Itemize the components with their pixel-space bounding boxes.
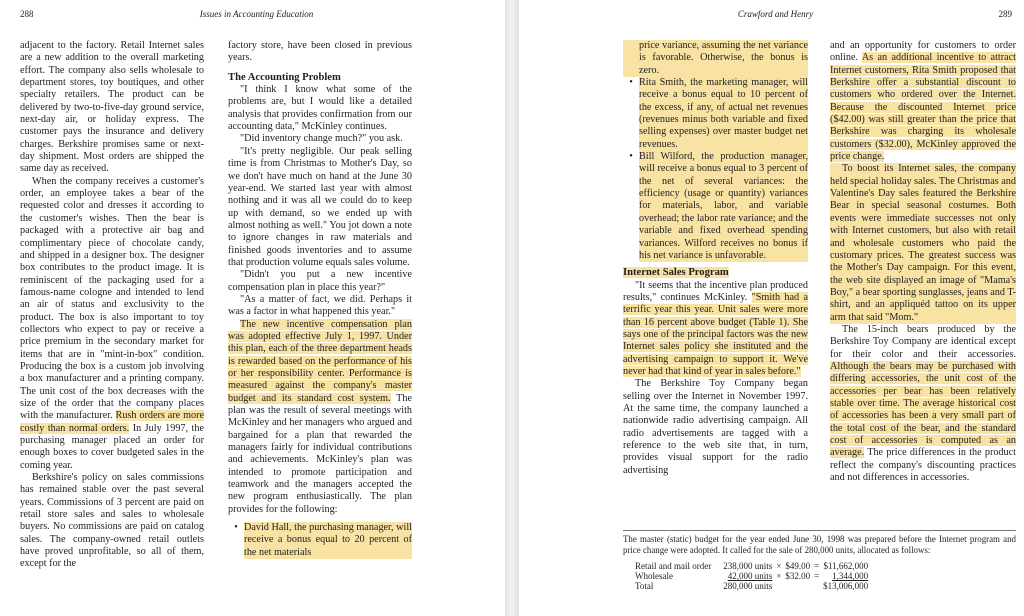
paragraph: adjacent to the factory. Retail Internet sales are a new addition to the overall marketing effort. The company also sells wholesale to department stores, toy boutiques, and other specialty retailers. The product can be delivered by two-to-five-day ground service, next-day air, or holiday express. The customer pays the insurance and delivery charges. Berkshire promises same or next-day shipment. Most orders are shipped the same day as received.: [20, 40, 204, 175]
bullet-dot: •: [629, 151, 633, 163]
bullet-item: [623, 151, 808, 262]
paragraph: "Didn't you put a new incentive compensation plan in place this year?": [228, 269, 412, 293]
paragraph: and an opportunity for customers to order online. As an additional incentive to attract Internet customers, Rita Smith proposed that Berkshire offer a substantial discount to customers who ordered over the Internet. Because the discounted Internet price ($42.00) was still greater than the price that Berkshire was charging its wholesale customers ($32.00), McKinley approved the price change.: [830, 40, 1016, 163]
highlighted-text: Bill Wilford, the production manager, will receive a bonus equal to 3 percent of the net of several variances: the efficiency (usage or quantity) variances for materials, labor, and variable overhead; the labor rate variance; and the variable and fixed overhead spending variances. Wilford receives no bonus if his net variance is unfavorable.: [639, 151, 808, 261]
paragraph: "It seems that the incentive plan produced results," continues McKinley. "Smith had a terrific year this year. Unit sales were more than 16 percent above budget (Table 1). She says one of the principal factors was the new Internet sales policy she instituted and the advertising campaign to support it. We've never had that kind of year in sales before.": [623, 279, 808, 377]
table-cell-units: 42,000 units: [727, 571, 773, 582]
footnote-text: The master (static) budget for the year ended June 30, 1998 was prepared before the Internet program and price change were adopted. It called for the sale of 280,000 units, allocated as follows:: [623, 534, 1016, 555]
paragraph: factory store, have been closed in previous years.: [228, 40, 412, 64]
right-column-1: [623, 40, 808, 477]
table-cell-units: 238,000 units: [723, 561, 773, 572]
table-cell-price: $32.00: [785, 571, 811, 582]
paragraph: "I think I know what some of the problems are, but I would like a detailed analysis that provides confirmation from our accounting data," McKinley continues.: [228, 84, 412, 133]
table-cell-times: ×: [776, 571, 782, 582]
paragraph: "Did inventory change much?" you ask.: [240, 133, 403, 145]
bullet-item: [623, 77, 808, 151]
table-row: [635, 561, 872, 571]
paragraph: "It's pretty negligible. Our peak selling time is from Christmas to Mother's Day, so we don't have much on hand at the June 30 year-end. We started last year with almost nothing and it was all we could do to keep up with demand, so we ended up with almost nothing as well." You jot down a note to ignore changes in raw materials and finished goods inventories and to assume that production volume equals sales volume.: [228, 145, 412, 268]
table-cell-times: ×: [776, 561, 782, 572]
table-cell-eq: =: [814, 561, 820, 572]
table-row: [635, 581, 872, 591]
table-cell-label: Retail and mail order: [635, 561, 712, 572]
bullet-dot: •: [629, 77, 633, 89]
highlighted-text: Rita Smith, the marketing manager, will receive a bonus equal to 10 percent of the excess, if any, of actual net revenues (revenues minus both variable and fixed selling expenses) over master budget net revenues.: [639, 77, 808, 150]
section-heading: Internet Sales Program: [623, 267, 729, 279]
table-row: [635, 571, 872, 581]
right-column-2: [830, 40, 1016, 484]
bullet-dot: •: [234, 522, 238, 534]
table-cell-price: [785, 581, 814, 591]
left-running-head: Issues in Accounting Education: [199, 9, 314, 19]
bullet-item: [228, 522, 412, 559]
table-cell-eq: =: [814, 571, 820, 582]
table-cell-amount: $13,006,000: [823, 581, 869, 592]
table-cell-price: $49.00: [785, 561, 811, 572]
paragraph: When the company receives a customer's order, an employee takes a bear of the requested color and dresses it according to the customer's wishes. Then the bear is packaged with a protective air bag and complimentary piece of chocolate candy, and shipped in a designer box. The designer box contributes to the product image. It is reminiscent of the packaging used for a famous-name cologne and intended to lend an air of status and exclusivity to the product. The box is also important to toy collectors who expect to pay or receive a price premium in the secondary market for items that are in "mint-in-box" condition. Producing the box is a custom job involving a box manufacturer and a printing company. The unit cost of the box decreases with the size of the order that the company places with the manufacturer. Rush orders are more costly than normal orders. In July 1997, the purchasing manager placed an order for enough boxes to cover budgeted sales in the coming year.: [20, 175, 205, 471]
highlighted-text: To boost its Internet sales, the company held special holiday sales. The Christmas and Valentine's Day sales featured the Berkshire Bear in special seasonal costumes. Both events were immediate successes not only with Internet customers, but also with retail and wholesale customers who paid the customary prices. The greatest success was the Mother's Day campaign. For this event, the web site displayed an image of "Mama's Boy," a bear sporting sunglasses, jeans and T-shirt, and an appliquéd tattoo on its upper arm that said "Mom.": [830, 163, 1016, 323]
table-cell-label: Total: [635, 581, 654, 592]
table-cell-label: Wholesale: [635, 571, 673, 582]
paragraph: Berkshire's policy on sales commissions has remained stable over the past several years. Commissions of 3 percent are paid on retail store sales and sales to wholesale buyers. No commissions are paid on catalog sales. The company-owned retail outlets have proved unprofitable, so all of them, except for the: [20, 472, 204, 570]
right-running-head: Crawford and Henry: [737, 9, 814, 19]
paragraph: The Berkshire Toy Company began selling over the Internet in November 1997. At the same time, the company launched a nationwide radio advertising campaign. All radio advertisements are tagged with a reference to the web site that, in turn, provides visual support for the radio advertising: [623, 378, 808, 476]
paragraph: The new incentive compensation plan was adopted effective July 1, 1997. Under this plan, each of the three department heads is rewarded based on the performance of his or her responsibility center. Performance is measured against the company's master budget and its standard cost system. The plan was the result of several meetings with McKinley and her managers who argued and bargained for a plan that rewarded the managers fairly for individual contributions and achievements. McKinley's plan was intended to promote participation and teamwork and the managers accepted the new program enthusiastically. The plan provides for the following:: [228, 318, 412, 515]
table-cell-amount: 1,344,000: [832, 571, 869, 582]
paragraph: The 15-inch bears produced by the Berkshire Toy Company are identical except for their color and their accessories. Although the bears may be purchased with differing accessories, the unit cost of the accessories per bear has been relatively stable over time. The average historical cost of accessories has been a very small part of the total cost of the bear, and the standard cost of accessories is computed as an average. The price differences in the product reflect the company's discounting practices and not differences in accessories.: [830, 323, 1016, 484]
left-page: [0, 0, 505, 616]
allocation-table: [635, 561, 872, 591]
allocation-table-body: [635, 561, 872, 591]
right-page-number: 289: [998, 9, 1012, 19]
paragraph: "As a matter of fact, we did. Perhaps it was a factor in what happened this year.": [228, 293, 412, 318]
highlighted-text: Rush orders are more costly than normal orders.: [20, 410, 205, 434]
table-cell-amount: $11,662,000: [823, 561, 869, 572]
highlighted-text: "Smith had a terrific year this year. Unit sales were more than 16 percent above budget (Table 1). She says one of the principal factors was the new Internet sales policy she instituted and the advertising campaign to support it. We've never had that kind of year in sales before.": [623, 291, 808, 377]
highlighted-text: price variance, assuming the net variance is favorable. Otherwise, the bonus is zero.: [623, 40, 808, 77]
footnote-block: [623, 526, 1016, 591]
table-cell-units: 280,000 units: [723, 581, 773, 592]
highlighted-text: Although the bears may be purchased with differing accessories, the unit cost of the accessories per bear has been relatively stable over time. The average historical cost of accessories has been a very small part of the total cost of the bear, and the standard cost of accessories is computed as an average.: [830, 360, 1016, 459]
highlighted-text: The new incentive compensation plan was adopted effective July 1, 1997. Under this plan, each of the three department heads is rewarded based on the performance of his or her responsibility center. Performance is measured against the company's master budget and its standard cost system.: [228, 318, 412, 404]
table-cell-eq: [814, 581, 823, 591]
section-heading: The Accounting Problem: [228, 71, 341, 83]
highlighted-text: David Hall, the purchasing manager, will receive a bonus equal to 20 percent of the net materials: [244, 522, 412, 558]
left-page-number: 288: [20, 9, 34, 19]
table-cell-times: [776, 581, 785, 591]
right-page: [519, 0, 1024, 616]
left-column-2: [228, 40, 412, 559]
book-gutter: [505, 0, 519, 616]
highlighted-text: As an additional incentive to attract Internet customers, Rita Smith proposed that Berkshire offer a substantial discount to customers who ordered over the Internet. Because the discounted Internet price ($42.00) was still greater than the price that Berkshire was charging its wholesale customers ($32.00), McKinley approved the price change.: [830, 52, 1016, 163]
footnote-rule: [623, 530, 1016, 531]
left-column-1: [20, 40, 204, 571]
